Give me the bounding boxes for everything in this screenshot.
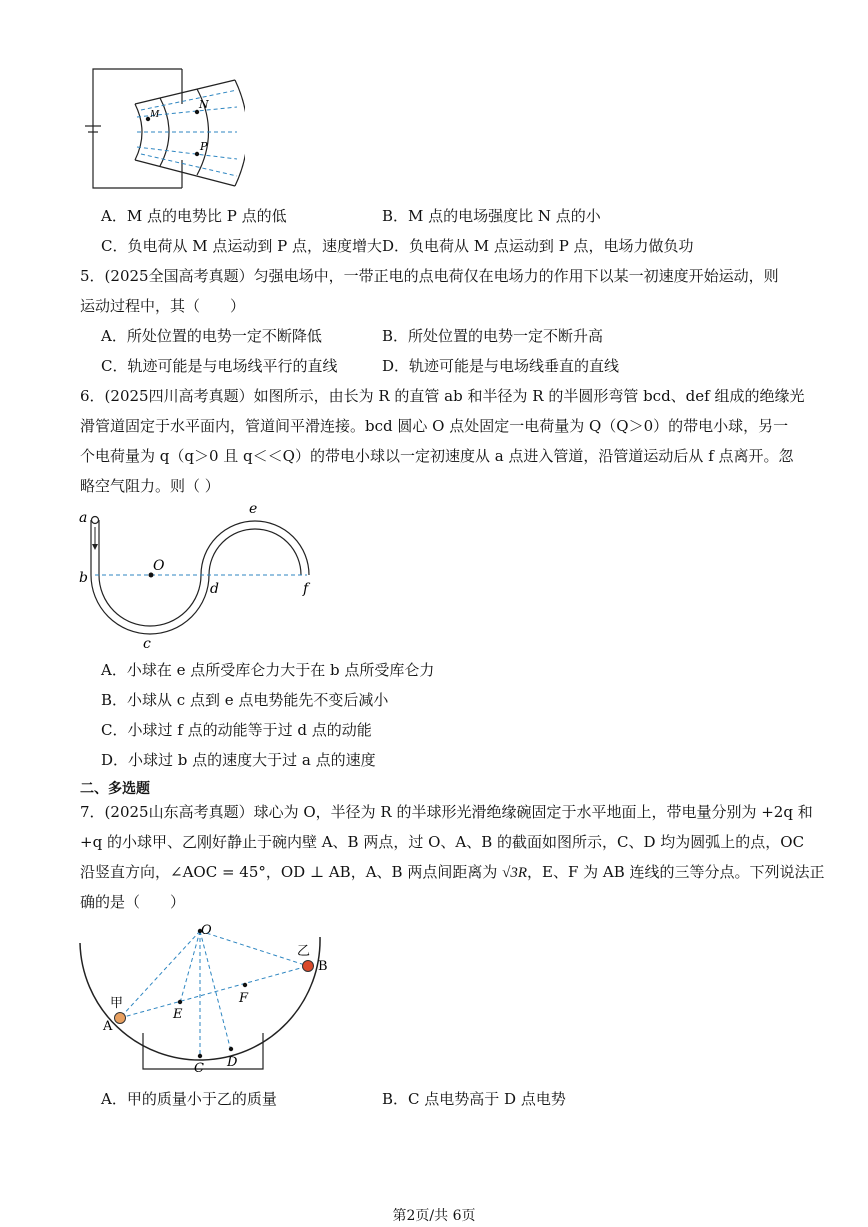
fig1-label-M: M xyxy=(150,108,160,120)
page-footer: 第2页/共 6页 xyxy=(392,1208,476,1224)
fig7-label-yi: 乙 xyxy=(297,944,311,959)
section-title-multi-choice: 二、多选题 xyxy=(80,781,150,797)
fig6-label-a: a xyxy=(79,510,88,526)
fig7-label-C: C xyxy=(194,1061,204,1075)
q4-option-a: A．M 点的电势比 P 点的低 xyxy=(101,207,287,225)
q6-stem-line1: 6．(2025四川高考真题）如图所示，由长为 R 的直管 ab 和半径为 R 的半圆形弯管 bcd、def 组成的绝缘光 xyxy=(80,387,805,405)
q7-stem-line2: +q 的小球甲、乙刚好静止于碗内壁 A、B 两点，过 O、A、B 的截面如图所示，C、D 均为圆弧上的点，OC xyxy=(80,833,805,851)
bowl-diagram xyxy=(75,915,345,1075)
fig6-label-e: e xyxy=(249,501,258,517)
q5-option-a: A．所处位置的电势一定不断降低 xyxy=(101,327,322,345)
fig6-label-b: b xyxy=(79,570,88,586)
fig1-label-P: P xyxy=(200,140,208,153)
q5-stem-line1: 5．(2025全国高考真题）匀强电场中，一带正电的点电荷仅在电场力的作用下以某一初速度开始运动，则 xyxy=(80,267,779,285)
q4-option-d: D．负电荷从 M 点运动到 P 点，电场力做负功 xyxy=(382,237,694,255)
sqrt3R: √3R xyxy=(502,865,527,881)
fig6-label-d: d xyxy=(210,581,219,597)
q6-option-b: B．小球从 c 点到 e 点电势能先不变后减小 xyxy=(101,691,389,709)
q7-option-a: A．甲的质量小于乙的质量 xyxy=(101,1090,277,1108)
q5-option-d: D．轨迹可能是与电场线垂直的直线 xyxy=(382,357,620,375)
fig6-label-f: f xyxy=(303,581,309,597)
q7-stem-line3: 沿竖直方向，∠AOC = 45°，OD ⊥ AB，A、B 两点间距离为 √3R，E、F 为 AB 连线的三等分点。下列说法正 xyxy=(80,863,825,881)
q7-stem-line4: 确的是（ ） xyxy=(80,893,186,911)
fig7-label-E: E xyxy=(173,1007,183,1022)
q6-option-a: A．小球在 e 点所受库仑力大于在 b 点所受库仑力 xyxy=(101,661,435,679)
fig7-label-D: D xyxy=(227,1055,238,1070)
q5-option-c: C．轨迹可能是与电场线平行的直线 xyxy=(101,357,338,375)
fig6-label-c: c xyxy=(143,636,151,650)
fig7-label-F: F xyxy=(239,991,249,1006)
q4-option-c: C．负电荷从 M 点运动到 P 点，速度增大 xyxy=(101,237,383,255)
q7-option-b: B．C 点电势高于 D 点电势 xyxy=(382,1090,566,1108)
field-diagram xyxy=(75,62,245,194)
q5-option-b: B．所处位置的电势一定不断升高 xyxy=(382,327,604,345)
q6-stem-line2: 滑管道固定于水平面内，管道间平滑连接。bcd 圆心 O 点处固定一电荷量为 Q（Q＞0）的带电小球，另一 xyxy=(80,417,789,435)
q7-stem-line1: 7．(2025山东高考真题）球心为 O，半径为 R 的半球形光滑绝缘碗固定于水平地面上，带电量分别为 +2q 和 xyxy=(80,803,813,821)
q6-option-d: D．小球过 b 点的速度大于过 a 点的速度 xyxy=(101,751,376,769)
fig6-label-O: O xyxy=(153,558,165,574)
q6-stem-line3: 个电荷量为 q（q＞0 且 q＜＜Q）的带电小球以一定初速度从 a 点进入管道，沿管道运动后从 f 点离开。忽 xyxy=(80,447,794,465)
q4-option-b: B．M 点的电场强度比 N 点的小 xyxy=(382,207,601,225)
q6-option-c: C．小球过 f 点的动能等于过 d 点的动能 xyxy=(101,721,372,739)
fig7-label-O: O xyxy=(201,923,212,938)
fig7-label-B: B xyxy=(318,959,328,974)
q5-stem-line2: 运动过程中，其（ ） xyxy=(80,297,246,315)
fig1-label-N: N xyxy=(199,98,209,111)
fig7-label-jia: 甲 xyxy=(110,996,124,1011)
fig7-label-A: A xyxy=(103,1019,113,1034)
pipe-diagram xyxy=(75,500,325,650)
q6-stem-line4: 略空气阻力。则（ ） xyxy=(80,477,220,495)
